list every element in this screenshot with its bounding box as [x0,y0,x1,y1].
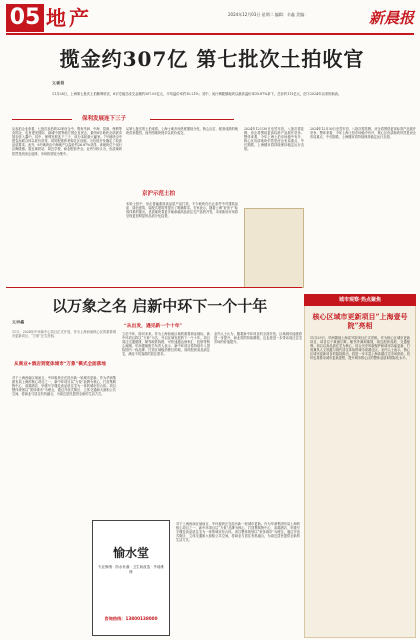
ad-services: 专业修缮 · 防水补漏 · 卫生间改造 · 外墙维修 [98,565,164,574]
photo-placeholder [244,208,304,288]
article-body-col4: 2024年12月30日至翌年初，八批次将挂牌，房企将围绕更高标准产品展开竞争。整体来看，今年上海土拍市场稳中有升，核心区优质地块仍然是房企布局重点，中长期看，上海楼市将持续保持稳定运行态势。 [310,127,416,140]
article-body-col2: 从第七批次的土拍来看，上海土地市场热度继续分化，核心区位、配套成熟的地块竞争激烈，而外围地块则多以底价成交。 [126,127,238,136]
issue-meta: 2024年12月03日 星期二 编辑：辛鑫 美编： [228,12,309,17]
subheading-2: 京沪示范土拍 [142,191,176,197]
article2-lead: 11月，2024年中环新中心项目正式开放，作为上海西南核心区的重要城市更新项目，“万象”正式亮相。 [12,330,116,339]
subheading-3: 从商业+酒店到宽体城市“万象”模式全面落地 [14,362,106,367]
header-rule [6,33,414,35]
subheading-1: 保利发展连下三子 [82,116,127,122]
subhead-rule-right [150,119,234,120]
subheading-4: “从出发，遇见新一个十年” [124,323,183,329]
section-divider [6,287,302,288]
headline-main: 揽金约307亿 第七批次土拍收官 [59,47,365,71]
ad-phone: 咨询热线：13800138000 [104,616,158,621]
sidebar-tag: 城市观察·热点聚焦 [304,294,416,306]
article2-body-col1: 对于上海西南区域而言，中环板块正在经历新一轮城市更新。作为华润集团布局上海的核心项目之一，新中环项目以“万象”品牌为核心，打造集购物中心、高端酒店、甲级写字楼及高品质住宅为一体的城市综合体。项目整体规划以“宽体城市”为理念，通过开放式街区、立体交通和大面积公共空间，将商业与居住有机融合，为周边居民提供全新的生活方式。 [12,376,116,397]
sidebar-headline: 核心区域市更新项目“上海壹号院”亮相 [312,312,408,330]
section-title: 地产 [46,6,92,30]
headline-secondary: 以万象之名 启新中环下一个十年 [52,297,268,315]
sidebar-body: 11月29日，华润置地上海壹号院项目正式亮相。作为核心区城市更新项目，项目位于黄浦江畔，毗邻外滩和豫园，周边配套成熟、交通便利。项目以高品质住宅为核心，结合历史风貌保护和城市功能更新，打造兼具人文底蕴与现代居住体验的城市高端住区。业内人士表示，核心区城市更新项目的陆续推出，将进一步丰富上海高端住宅市场供给，同时也将推动城市更新进程，提升城市核心区的整体品质和国际化水平。 [310,336,410,361]
subhead-rule-left [12,119,72,120]
article-body-col3: 2024年12月30日至翌年初，八批次将挂牌，房企将围绕更高标准产品展开竞争。整体来看，今年上海土拍市场稳中有升，核心区优质地块仍然是房企布局重点，中长期看，上海楼市将持续保持稳定运行态势。 [244,127,304,152]
page-number: 05 [6,4,44,32]
newspaper-logo: 新晨报 [368,9,414,27]
author-line-2: 文/孙鑫 [12,320,25,324]
author-line: 文/新晨 [52,81,65,85]
article-lead: 11月28日，上海第七批次土拍顺利收官，6宗宅地总成交金额约307.03亿元，平均溢价率约10.21%；其中，闵行梅陇镇地块以最高溢价率39.87%拿下，总价约111亿元，创下2024年以来的新高。 [52,92,342,96]
article2-body-col4: 对于上海西南区域而言，中环板块正在经历新一轮城市更新。作为华润集团布局上海的核心项目之一，新中环项目以“万象”品牌为核心，打造集购物中心、高端酒店、甲级写字楼及高品质住宅为一体的城市综合体。项目整体规划以“宽体城市”为理念，通过开放式街区、立体交通和大面积公共空间，将商业与居住有机融合，为周边居民提供全新的生活方式。 [176,522,300,543]
article2-body-col2: 立足中环，面向未来。作为上海西南区域的重要商业地标，新中环项目将以“万象”为名，开启区域发展的下一个十年。项目周边交通便捷，紧邻地铁线路，可快速通达徐家汇、虹桥等核心商圈。华润置地相关负责人表示，新中环项目将持续引入国际国内一线品牌，打造区域级消费目的地，同时配套高品质住宅，满足不同客群的居住需求。 [122,332,210,357]
article2-body-col3: 业内人士认为，随着新中环项目的全面开放，区域城市能级将进一步提升，商业氛围持续增强，这也将进一步带动周边住宅市场的价值提升。 [214,332,302,345]
article-body-col1: 从参拍企业来看，七批次参拍的32家房企中，既有华润、中海、招商、保利等央国企，也有建发国际、绿城中国等地方国企及民企，最终6宗地块全部被央国企收入囊中。其中，保利发展连下三子，成为本轮最大赢家。7号地块由中建壹品联合体以底价竞得，同时配建养老和社区设施，为后续开发确定了较高品质要求。此外，6号地块由中海地产以溢价约26.87%竞得，该地块位于闵行区梅陇镇，靠近地铁站，周边学校、商业配套齐全。业内分析认为，优质地块依然受到房企追捧，市场热度较为集中。 [12,127,122,156]
ad-brand: 愉水堂 [112,546,149,560]
article-body-col2b: 本轮土拍中，房企普遍重视高品质产品打造，不少地块在出让条件中对建筑品质、绿色建筑、装配式建筑等提出了明确要求。专家表示，随着上海“好房子”标准体系的推出，优质地块将更多地承载高品质住宅产品的开发，未来新房市场将呈现更加明显的品质分化趋势。 [126,202,238,219]
